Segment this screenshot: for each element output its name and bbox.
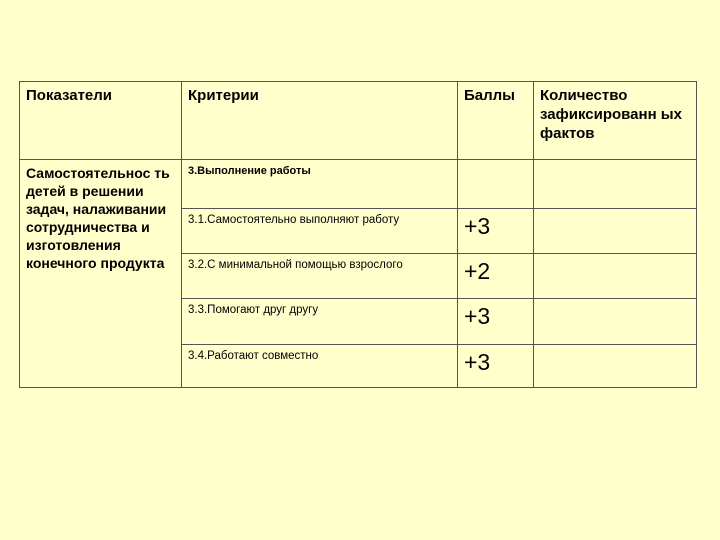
facts-cell xyxy=(534,209,697,254)
facts-cell-empty xyxy=(534,160,697,209)
header-indicators: Показатели xyxy=(20,82,182,160)
criteria-heading: 3.Выполнение работы xyxy=(182,160,458,209)
criterion-cell: 3.3.Помогают друг другу xyxy=(182,299,458,345)
facts-cell xyxy=(534,254,697,299)
score-cell: +2 xyxy=(458,254,534,299)
score-cell: +3 xyxy=(458,209,534,254)
indicator-cell: Самостоятельнос ть детей в решении задач, налаживании сотрудничества и изготовления конечного продукта xyxy=(20,160,182,388)
score-cell: +3 xyxy=(458,345,534,388)
criterion-cell: 3.4.Работают совместно xyxy=(182,345,458,388)
criteria-table xyxy=(19,81,697,388)
table-header-row xyxy=(20,82,697,160)
header-facts-count: Количество зафиксированн ых фактов xyxy=(534,82,697,160)
score-cell-empty xyxy=(458,160,534,209)
criterion-cell: 3.2.С минимальной помощью взрослого xyxy=(182,254,458,299)
score-cell: +3 xyxy=(458,299,534,345)
header-points: Баллы xyxy=(458,82,534,160)
table-row xyxy=(20,160,697,209)
facts-cell xyxy=(534,345,697,388)
facts-cell xyxy=(534,299,697,345)
header-criteria: Критерии xyxy=(182,82,458,160)
criterion-cell: 3.1.Самостоятельно выполняют работу xyxy=(182,209,458,254)
